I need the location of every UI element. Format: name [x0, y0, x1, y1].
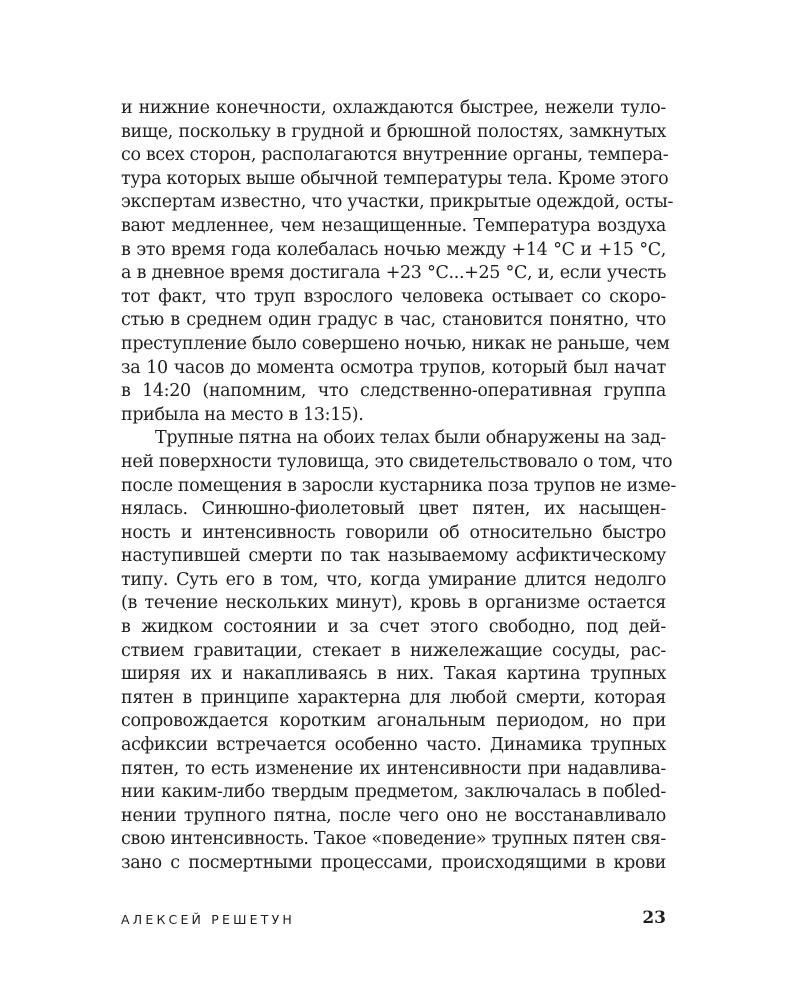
page-number: 23 [642, 908, 666, 928]
text-line: в 14:20 (напомним, что следственно-оперативная группа [121, 381, 666, 402]
text-line: (в течение нескольких минут), кровь в организме остается [121, 593, 666, 614]
text-line: пятен в принципе характерна для любой смерти, которая [121, 687, 666, 708]
page-footer [121, 908, 666, 932]
text-line: Трупные пятна на обоих телах были обнаружены на зад- [155, 428, 666, 449]
text-line: после помещения в заросли кустарника поза трупов не изме- [121, 475, 676, 496]
text-line: вище, поскольку в грудной и брюшной полостях, замкнутых [121, 121, 666, 142]
text-line: пятен, то есть изменение их интенсивности при надавлива- [121, 758, 666, 779]
text-line: тура которых выше обычной температуры тела. Кроме этого [121, 168, 669, 189]
text-line: свою интенсивность. Такое «поведение» трупных пятен свя- [121, 829, 666, 850]
text-line: нялась. Синюшно-фиолетовый цвет пятен, их насыщен- [121, 499, 666, 520]
text-line: ней поверхности туловища, это свидетельствовало о том, что [121, 451, 673, 472]
text-line: прибыла на место в 13:15). [121, 404, 364, 425]
body-text [121, 97, 676, 876]
text-line: экспертам известно, что участки, прикрытые одеждой, осты- [121, 192, 674, 213]
text-line: ширяя их и накапливаясь в них. Такая картина трупных [121, 664, 666, 685]
text-line: стью в среднем один градус в час, становится понятно, что [121, 310, 666, 331]
paragraph-2 [121, 427, 676, 875]
text-line: нении трупного пятна, после чего оно не восстанавливало [121, 805, 666, 826]
text-line: за 10 часов до момента осмотра трупов, который был начат [121, 357, 666, 378]
text-line: преступление было совершено ночью, никак не раньше, чем [121, 333, 670, 354]
text-line: типу. Суть его в том, что, когда умирание длится недолго [121, 569, 666, 590]
text-line: сопровождается коротким агональным периодом, но при [121, 711, 666, 732]
text-line: наступившей смерти по так называемому асфиктическому [121, 546, 666, 567]
running-head-author: АЛЕКСЕЙ РЕШЕТУН [121, 912, 296, 927]
text-line: зано с посмертными процессами, происходящими в крови [121, 853, 666, 873]
text-line: ствием гравитации, стекает в нижележащие сосуды, рас- [121, 640, 666, 661]
text-line: вают медленнее, чем незащищенные. Температура воздуха [121, 215, 666, 236]
text-line: тот факт, что труп взрослого человека остывает со скоро- [121, 286, 666, 307]
text-line: ность и интенсивность говорили об относительно быстро [121, 522, 666, 543]
text-line: и нижние конечности, охлаждаются быстрее, нежели туло- [121, 98, 666, 118]
text-line: а в дневное время достигала +23 °С...+25 °С, и, если учесть [121, 263, 666, 284]
paragraph-1 [121, 97, 674, 427]
text-line: нии каким-либо твердым предметом, заключалась в побled- [121, 782, 666, 803]
text-line: асфиксии встречается особенно часто. Динамика трупных [121, 735, 666, 756]
text-line: со всех сторон, располагаются внутренние органы, темпера- [121, 145, 669, 166]
text-line: в жидком состоянии и за счет этого свободно, под дей- [121, 617, 666, 638]
text-line: в это время года колебалась ночью между +14 °С и +15 °С, [121, 239, 666, 260]
